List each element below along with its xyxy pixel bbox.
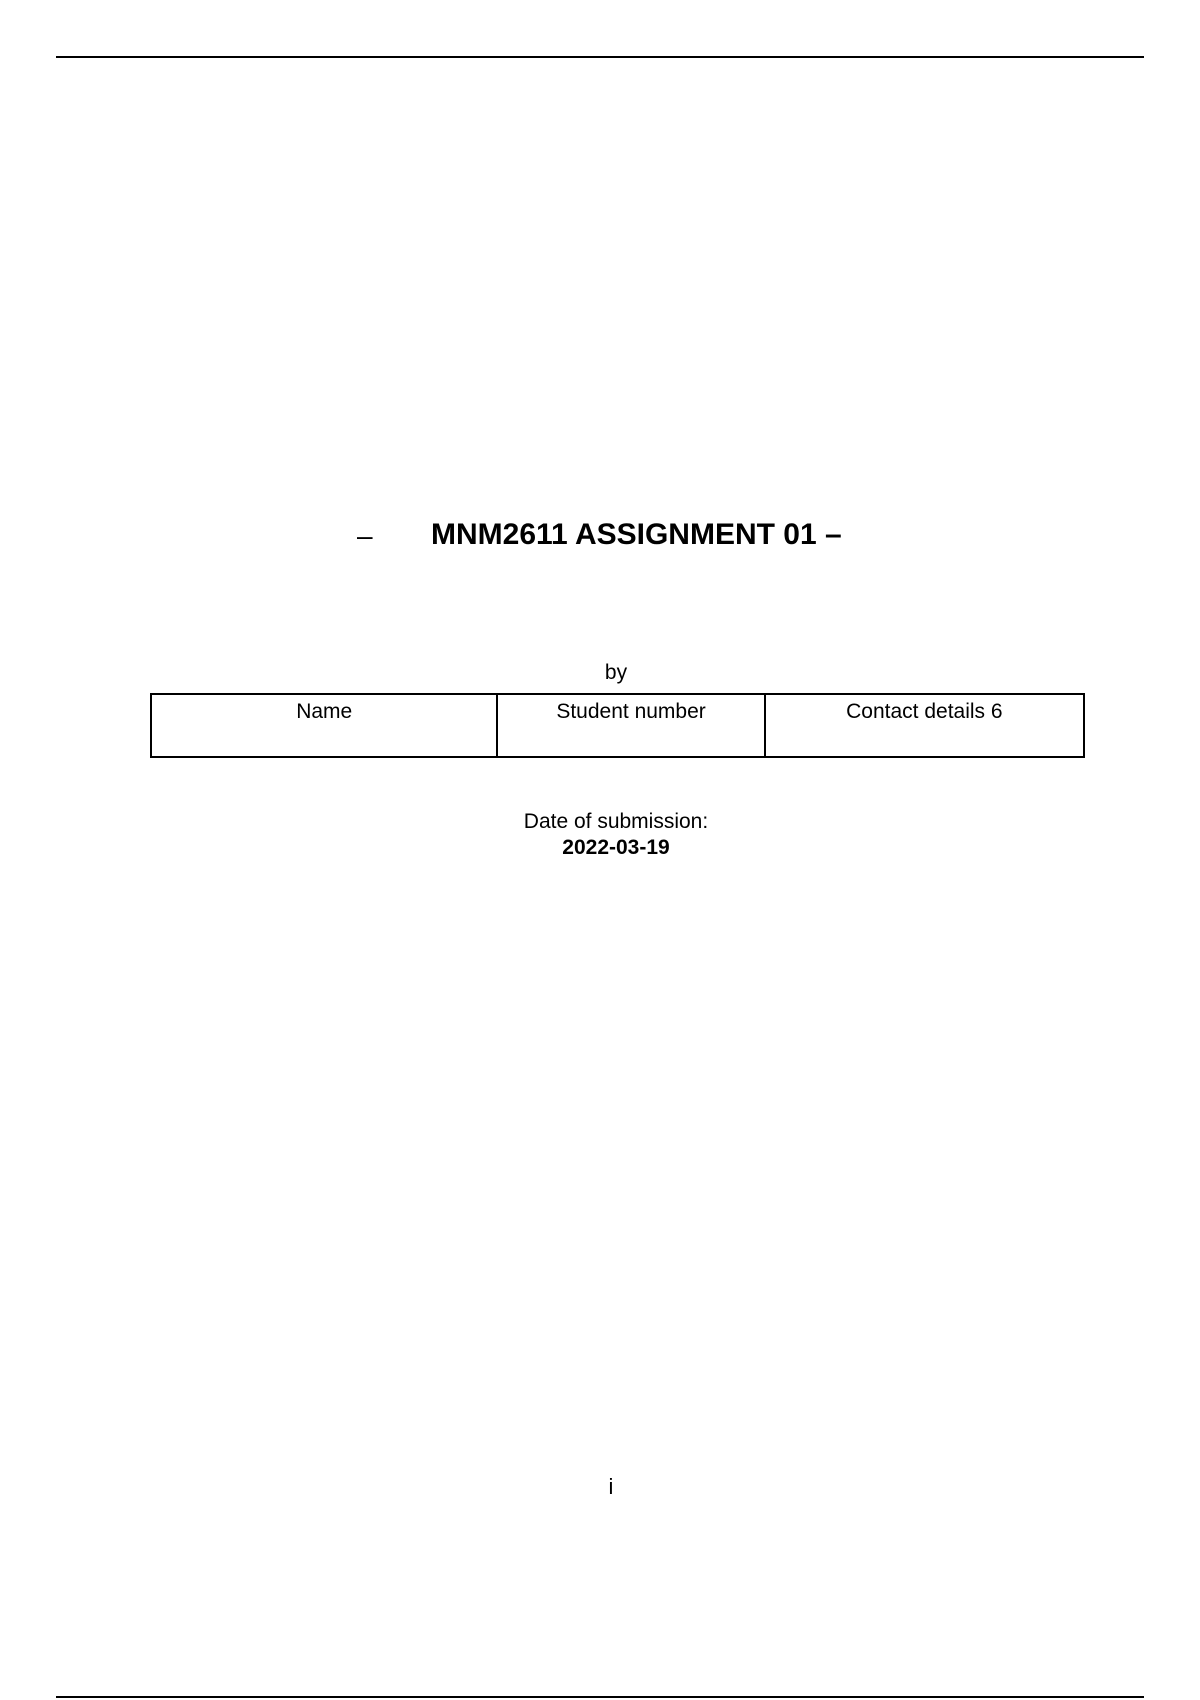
- contact-details-column-header: Contact details 6: [765, 694, 1084, 757]
- submission-date-value: 2022-03-19: [562, 836, 670, 859]
- by-label: by: [604, 661, 628, 684]
- top-rule: [56, 56, 1144, 58]
- student-number-column-header: Student number: [497, 694, 764, 757]
- document-title: MNM2611 ASSIGNMENT 01 –: [431, 518, 842, 551]
- submission-date-label: Date of submission:: [523, 810, 709, 833]
- title-row: [0, 518, 1200, 558]
- table-row: [151, 694, 1084, 757]
- authors-table: [150, 693, 1085, 758]
- title-dash: –: [357, 520, 373, 551]
- bottom-rule: [56, 1696, 1144, 1698]
- page-number: i: [608, 1474, 614, 1499]
- name-column-header: Name: [151, 694, 497, 757]
